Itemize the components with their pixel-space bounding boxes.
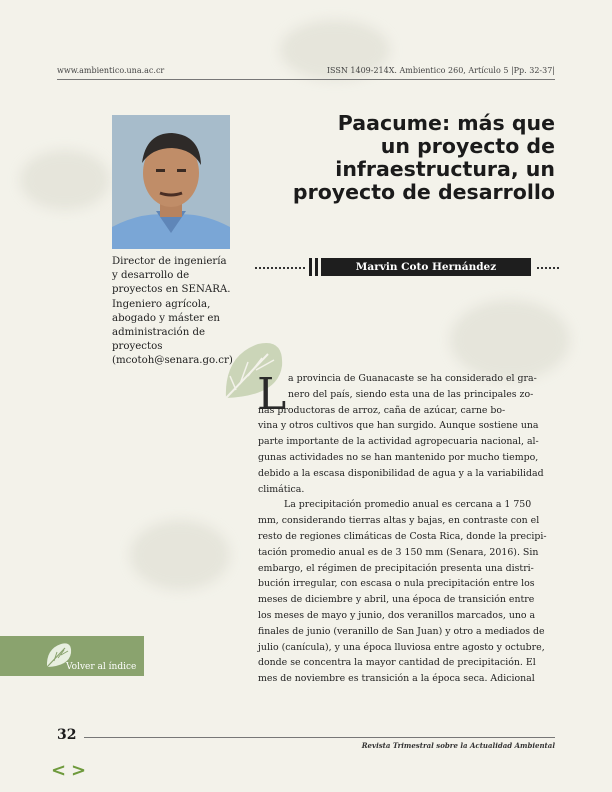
title-line: infraestructura, un [335,157,555,181]
bio-line: Ingeniero agrícola, [112,298,211,310]
title-line: Paacume: más que [337,111,555,135]
body-line: debido a la escasa disponibilidad de agua y a la variabilidad [258,467,544,479]
body-line: finales de junio (veranillo de San Juan) y otro a mediados de [258,625,545,637]
back-to-index-button[interactable] [0,636,144,676]
bio-line: y desarrollo de [112,270,190,282]
article-title [255,112,555,204]
bio-line: proyectos [112,341,163,353]
bio-email[interactable]: (mcotoh@senara.go.cr) [112,355,233,367]
body-line: La precipitación promedio anual es cercana a 1 750 [284,499,532,511]
byline-bar [309,258,312,276]
header-divider [57,79,555,80]
body-line: embargo, el régimen de precipitación presenta una distri- [258,562,534,574]
dotted-rule [537,267,559,269]
background-texture [20,150,110,210]
background-texture [450,300,570,380]
bio-line: proyectos en SENARA. [112,284,231,296]
page-number: 32 [57,727,77,743]
author-photo [112,115,230,249]
title-line: un proyecto de [380,134,555,158]
body-line: mm, considerando tierras altas y bajas, en contraste con el [258,515,540,527]
footer-divider [84,737,555,738]
dotted-rule [255,267,305,269]
body-line: parte importante de la actividad agropecuaria nacional, al- [258,436,539,448]
body-line: nas productoras de arroz, caña de azúcar, carne bo- [258,404,506,416]
body-line: climática. [258,483,305,495]
author-byline [255,258,560,276]
author-name: Marvin Coto Hernández [321,258,531,276]
body-line: bución irregular, con escasa o nula precipitación entre los [258,578,535,590]
body-line: tación promedio anual es de 3 150 mm (Senara, 2016). Sin [258,546,539,558]
bio-line: abogado y máster en [112,312,220,324]
journal-name: Revista Trimestral sobre la Actualidad Ambiental [361,741,555,750]
drop-cap: L [257,369,287,420]
body-line: julio (canícula), y una época lluviosa entre agosto y octubre, [258,641,545,653]
body-line: nero del país, siendo esta una de las principales zo- [288,388,534,400]
page-header [57,66,555,80]
issn-info: ISSN 1409-214X. Ambientico 260, Artículo 5 |Pp. 32-37| [326,66,555,75]
body-line: meses de diciembre y abril, una época de transición entre [258,594,535,606]
chevron-right-icon[interactable]: > [71,760,87,781]
back-to-index-label: Volver al índice [66,662,137,672]
body-line: donde se concentra la mayor cantidad de precipitación. El [258,657,536,669]
author-bio [112,255,234,369]
bio-line: administración de [112,327,206,339]
body-line: mes de noviembre es transición a la época seca. Adicional [258,673,535,685]
title-line: proyecto de desarrollo [292,180,555,204]
site-url[interactable]: www.ambientico.una.ac.cr [57,66,165,75]
byline-bar [315,258,318,276]
body-line: vina y otros cultivos que han surgido. Aunque sostiene una [258,420,539,432]
bio-line: Director de ingeniería [112,256,227,267]
body-line: resto de regiones climáticas de Costa Rica, donde la precipi- [258,530,547,542]
body-line: gunas actividades no se han mantenido por mucho tiempo, [258,451,539,463]
body-line: los meses de mayo y junio, dos veranillos marcados, uno a [258,609,536,621]
article-body [258,371,556,687]
background-texture [130,520,230,590]
chevron-left-icon[interactable]: < [51,760,67,781]
body-line: a provincia de Guanacaste se ha considerado el gra- [288,373,537,384]
